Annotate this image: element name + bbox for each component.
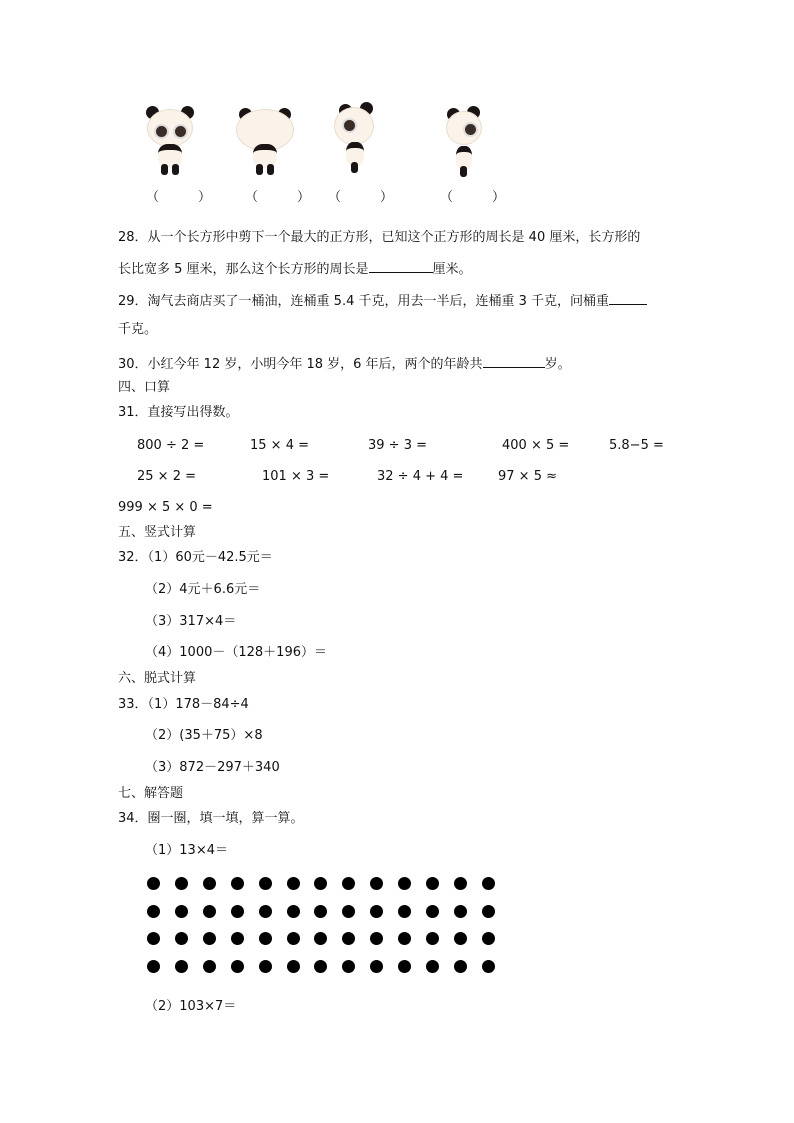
dot xyxy=(287,932,300,945)
panda-right-side-image xyxy=(437,104,497,184)
dot xyxy=(175,877,188,890)
dot xyxy=(314,877,327,890)
dot xyxy=(454,877,467,890)
dot xyxy=(287,960,300,973)
section-5-heading: 五、竖式计算 xyxy=(118,525,197,540)
dot xyxy=(426,877,439,890)
q28-answer-blank[interactable] xyxy=(369,260,433,273)
dot xyxy=(175,960,188,973)
dot xyxy=(398,960,411,973)
q29-text-2: 千克。 xyxy=(118,322,158,337)
calc-item: 39 ÷ 3 = xyxy=(368,438,427,453)
calc-item: 800 ÷ 2 = xyxy=(137,438,205,453)
dot xyxy=(203,877,216,890)
q32-item-4: （4）1000－（128＋196）＝ xyxy=(145,645,327,660)
dot xyxy=(398,905,411,918)
calc-item: 97 × 5 ≈ xyxy=(498,469,557,484)
dot xyxy=(231,905,244,918)
dot xyxy=(147,905,160,918)
calc-item: 32 ÷ 4 + 4 = xyxy=(377,469,464,484)
q30-answer-blank[interactable] xyxy=(483,355,545,368)
dot xyxy=(175,932,188,945)
q34-title: 34．圈一圈，填一填，算一算。 xyxy=(118,811,304,826)
dot xyxy=(342,877,355,890)
dot xyxy=(426,905,439,918)
section-7-heading: 七、解答题 xyxy=(118,786,184,801)
dot xyxy=(370,932,383,945)
q32-item-2: （2）4元＋6.6元＝ xyxy=(145,582,261,597)
q33-item-2: （2）(35＋75）×8 xyxy=(145,728,263,743)
q34-part-2: （2）103×7＝ xyxy=(145,999,237,1014)
section-6-heading: 六、脱式计算 xyxy=(118,671,197,686)
q33-item-3: （3）872－297＋340 xyxy=(145,760,280,775)
dot xyxy=(342,960,355,973)
dot xyxy=(482,905,495,918)
dot xyxy=(203,960,216,973)
dot xyxy=(259,905,272,918)
dot xyxy=(231,932,244,945)
q28-text-b: 厘米。 xyxy=(432,262,472,277)
dot xyxy=(314,960,327,973)
q33-item-1: 33．（1）178－84÷4 xyxy=(118,697,249,712)
q29-text xyxy=(118,292,647,310)
q28-text-2 xyxy=(118,260,472,278)
answer-paren-3[interactable]: （ ） xyxy=(328,190,394,205)
dot xyxy=(147,960,160,973)
dot xyxy=(454,960,467,973)
dot xyxy=(426,932,439,945)
dot xyxy=(398,932,411,945)
answer-paren-2[interactable]: （ ） xyxy=(245,190,311,205)
dot xyxy=(454,932,467,945)
panda-front-image xyxy=(140,102,200,182)
dot xyxy=(203,905,216,918)
calc-item: 25 × 2 = xyxy=(137,469,196,484)
dot xyxy=(259,932,272,945)
panda-back-image xyxy=(235,102,295,182)
answer-paren-1[interactable]: （ ） xyxy=(146,190,212,205)
calc-item: 101 × 3 = xyxy=(262,469,330,484)
dot xyxy=(370,960,383,973)
q32-item-3: （3）317×4＝ xyxy=(145,614,237,629)
section-4-heading: 四、口算 xyxy=(118,380,171,395)
dot xyxy=(259,960,272,973)
q29-text-a: 29．淘气去商店买了一桶油，连桶重 5.4 千克，用去一半后，连桶重 3 千克，问桶重 xyxy=(118,294,610,309)
dot xyxy=(482,932,495,945)
dot xyxy=(370,905,383,918)
dot xyxy=(314,905,327,918)
dot xyxy=(482,877,495,890)
dot xyxy=(231,877,244,890)
dot xyxy=(203,932,216,945)
dot xyxy=(231,960,244,973)
q31-title: 31．直接写出得数。 xyxy=(118,405,239,420)
dot xyxy=(147,877,160,890)
q28-text-a: 长比宽多 5 厘米，那么这个长方形的周长是 xyxy=(118,262,369,277)
q28-text: 28．从一个长方形中剪下一个最大的正方形，已知这个正方形的周长是 40 厘米，长方形的 xyxy=(118,230,641,245)
dot xyxy=(370,877,383,890)
dot xyxy=(314,932,327,945)
dot xyxy=(454,905,467,918)
dot xyxy=(287,905,300,918)
dot xyxy=(147,932,160,945)
q30-text-b: 岁。 xyxy=(544,357,571,372)
dot xyxy=(426,960,439,973)
dot xyxy=(482,960,495,973)
dot xyxy=(175,905,188,918)
dot xyxy=(342,932,355,945)
panda-left-side-image xyxy=(325,100,385,180)
calc-item: 15 × 4 = xyxy=(250,438,309,453)
dot xyxy=(287,877,300,890)
q30-text xyxy=(118,355,571,373)
q30-text-a: 30．小红今年 12 岁，小明今年 18 岁，6 年后，两个的年龄共 xyxy=(118,357,483,372)
dot xyxy=(398,877,411,890)
calc-item: 999 × 5 × 0 = xyxy=(118,500,213,515)
q32-item-1: 32．（1）60元－42.5元＝ xyxy=(118,550,273,565)
dot xyxy=(342,905,355,918)
answer-paren-4[interactable]: （ ） xyxy=(440,190,506,205)
q29-answer-blank[interactable] xyxy=(609,292,647,305)
calc-item: 5.8−5 = xyxy=(609,438,664,453)
dot xyxy=(259,877,272,890)
q34-part-1: （1）13×4＝ xyxy=(145,843,228,858)
calc-item: 400 × 5 = xyxy=(502,438,570,453)
